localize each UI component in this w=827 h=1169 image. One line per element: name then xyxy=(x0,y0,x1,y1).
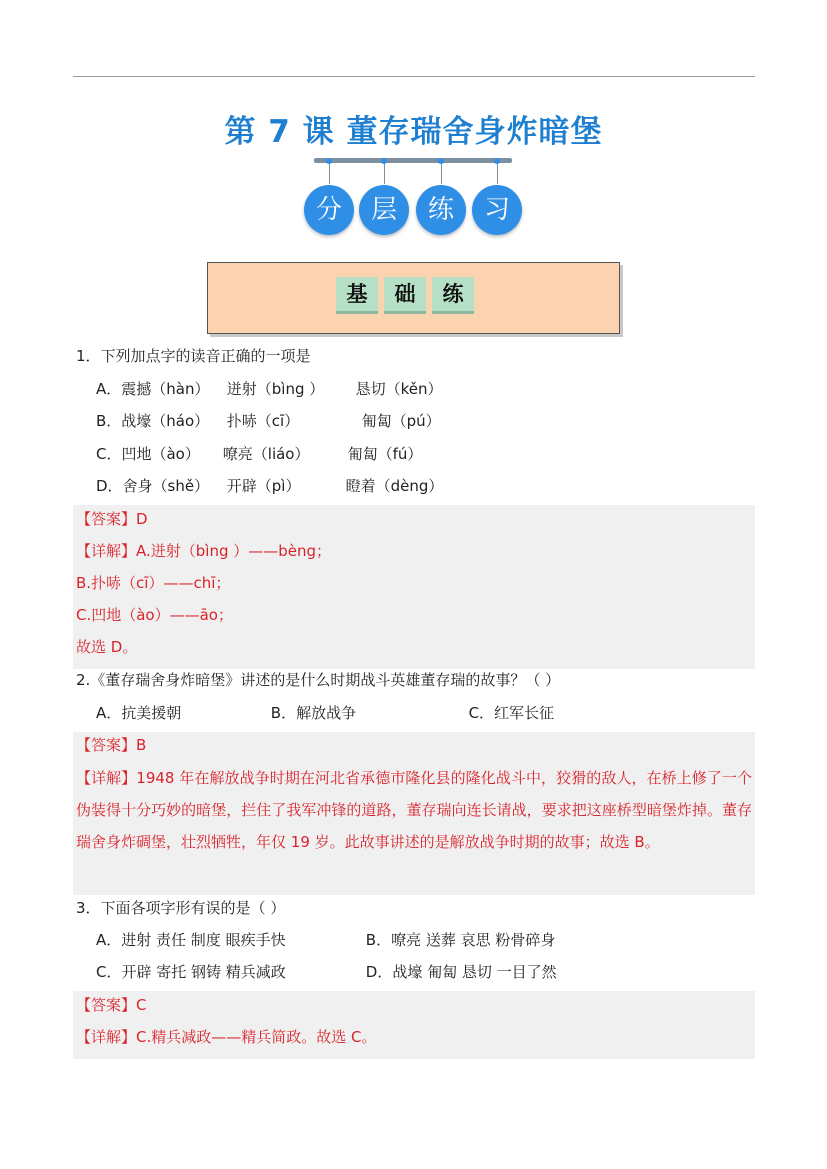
option-row xyxy=(96,379,442,399)
option-item: B．嘹亮 送葬 哀思 粉骨碎身 xyxy=(365,931,556,949)
option-row xyxy=(96,930,555,950)
option-row xyxy=(96,444,422,464)
explanation-line: 【详解】A.迸射（bìng ）——bèng； xyxy=(76,542,332,560)
banner-knot xyxy=(381,158,387,164)
section-title xyxy=(336,277,474,314)
header-rule xyxy=(73,76,755,77)
option-item: C．开辟 寄托 钢铸 精兵减政 xyxy=(96,963,286,981)
option-row xyxy=(96,703,554,723)
explanation-line: 【详解】C.精兵减政——精兵简政。故选 C。 xyxy=(76,1028,377,1046)
page-title: 第 7 课 董存瑞舍身炸暗堡 xyxy=(224,114,603,150)
option-item: C．红军长征 xyxy=(468,704,555,722)
answer-label: 【答案】B xyxy=(76,736,147,754)
option-row xyxy=(96,411,441,431)
explanation-paragraph: 【详解】1948 年在解放战争时期在河北省承德市隆化县的隆化战斗中，狡猾的敌人，在桥上修了一个伪装得十分巧妙的暗堡，拦住了我军冲锋的道路，董存瑞向连长请战，要求把这座桥型暗堡炸掉。董存瑞舍身炸碉堡，壮烈牺牲，年仅 19 岁。此故事讲述的是解放战争时期的故事；故选 B。 xyxy=(76,769,752,851)
option-item: B．战壕（háo） xyxy=(96,412,210,430)
option-item: 嘹亮（liáo） xyxy=(222,445,310,463)
banner-knot xyxy=(326,158,332,164)
option-item: B．解放战争 xyxy=(270,704,357,722)
option-item: 开辟（pì） xyxy=(226,477,301,495)
option-item: C．凹地（ào） xyxy=(96,445,200,463)
option-item: A．震撼（hàn） xyxy=(96,380,210,398)
option-item: D．舍身（shě） xyxy=(96,477,210,495)
section-tile: 练 xyxy=(432,277,474,314)
answer-panel xyxy=(73,991,755,1059)
option-row xyxy=(96,962,557,982)
banner-knot xyxy=(494,158,500,164)
banner-char: 层 xyxy=(359,185,409,235)
banner-char: 分 xyxy=(304,185,354,235)
option-item: 匍匐（fú） xyxy=(347,445,423,463)
option-item: D．战壕 匍匐 恳切 一目了然 xyxy=(365,963,557,981)
option-row xyxy=(96,476,443,496)
banner-char: 习 xyxy=(472,185,522,235)
answer-label: 【答案】D xyxy=(76,510,148,528)
explanation-line: C.凹地（ào）——āo； xyxy=(76,606,233,624)
answer-label: 【答案】C xyxy=(76,996,147,1014)
banner-string xyxy=(384,162,385,184)
explanation-line: 故选 D。 xyxy=(76,638,138,656)
option-item: 匍匐（pú） xyxy=(361,412,441,430)
question-stem: 2.《董存瑞舍身炸暗堡》讲述的是什么时期战斗英雄董存瑞的故事？（ ） xyxy=(76,671,561,689)
option-item: A．抗美援朝 xyxy=(96,704,182,722)
option-item: 瞪着（dèng） xyxy=(345,477,444,495)
banner-knot xyxy=(438,158,444,164)
question-stem: 3．下面各项字形有误的是（ ） xyxy=(76,899,286,917)
banner-string xyxy=(329,162,330,184)
section-tile: 基 xyxy=(336,277,378,314)
banner-bar xyxy=(314,158,512,163)
section-tile: 础 xyxy=(384,277,426,314)
option-item: 扑哧（cī） xyxy=(226,412,300,430)
banner-char: 练 xyxy=(416,185,466,235)
option-item: A．进射 责任 制度 眼疾手快 xyxy=(96,931,286,949)
banner-string xyxy=(497,162,498,184)
banner-string xyxy=(441,162,442,184)
option-item: 迸射（bìng ） xyxy=(226,380,325,398)
explanation-line: B.扑哧（cī）——chī； xyxy=(76,574,231,592)
option-item: 恳切（kěn） xyxy=(355,380,443,398)
question-stem: 1．下列加点字的读音正确的一项是 xyxy=(76,347,311,365)
